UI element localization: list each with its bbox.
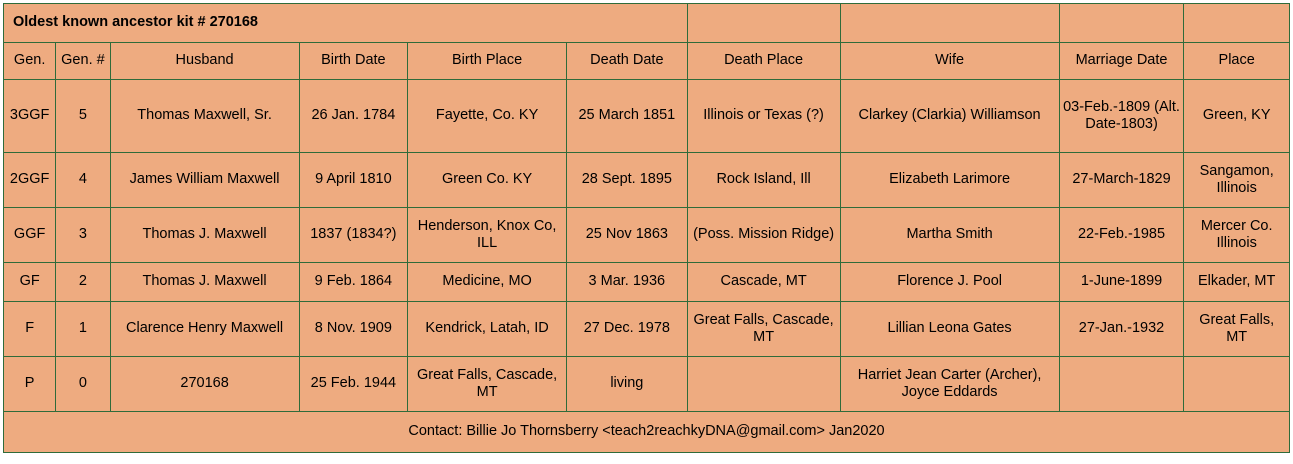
cell-marriage-date: 22-Feb.-1985	[1059, 208, 1184, 263]
cell-death-date: living	[567, 357, 688, 412]
cell-wife: Harriet Jean Carter (Archer), Joyce Eddards	[840, 357, 1059, 412]
cell-gen-num: 2	[56, 263, 110, 302]
cell-birth-date: 9 Feb. 1864	[299, 263, 408, 302]
table-row	[4, 263, 1290, 302]
cell-husband: Thomas J. Maxwell	[110, 208, 299, 263]
cell-husband: Clarence Henry Maxwell	[110, 302, 299, 357]
ancestor-table	[3, 3, 1290, 453]
cell-death-place	[687, 357, 840, 412]
empty-cell	[687, 4, 840, 43]
table-title-row	[4, 4, 1290, 43]
page-title: Oldest known ancestor kit # 270168	[4, 4, 688, 43]
cell-death-place: Rock Island, Ill	[687, 153, 840, 208]
cell-marriage-date: 27-Jan.-1932	[1059, 302, 1184, 357]
cell-place: Mercer Co. Illinois	[1184, 208, 1290, 263]
cell-husband: Thomas Maxwell, Sr.	[110, 80, 299, 153]
column-header-death-place: Death Place	[687, 43, 840, 80]
cell-marriage-date: 03-Feb.-1809 (Alt. Date-1803)	[1059, 80, 1184, 153]
cell-birth-place: Great Falls, Cascade, MT	[408, 357, 567, 412]
empty-cell	[1184, 4, 1290, 43]
cell-gen-num: 4	[56, 153, 110, 208]
table-row	[4, 208, 1290, 263]
cell-death-place: Great Falls, Cascade, MT	[687, 302, 840, 357]
contact-row	[4, 412, 1290, 453]
column-header-gen: Gen.	[4, 43, 56, 80]
table-row	[4, 153, 1290, 208]
cell-wife: Florence J. Pool	[840, 263, 1059, 302]
cell-birth-place: Medicine, MO	[408, 263, 567, 302]
cell-birth-date: 9 April 1810	[299, 153, 408, 208]
cell-gen: GGF	[4, 208, 56, 263]
cell-gen: 3GGF	[4, 80, 56, 153]
cell-death-date: 25 March 1851	[567, 80, 688, 153]
column-header-marriage-date: Marriage Date	[1059, 43, 1184, 80]
column-header-death-date: Death Date	[567, 43, 688, 80]
cell-gen: 2GGF	[4, 153, 56, 208]
cell-place	[1184, 357, 1290, 412]
cell-gen: P	[4, 357, 56, 412]
cell-wife: Martha Smith	[840, 208, 1059, 263]
cell-place: Sangamon, Illinois	[1184, 153, 1290, 208]
cell-gen-num: 0	[56, 357, 110, 412]
cell-birth-date: 1837 (1834?)	[299, 208, 408, 263]
cell-gen-num: 3	[56, 208, 110, 263]
cell-birth-place: Henderson, Knox Co, ILL	[408, 208, 567, 263]
empty-cell	[1059, 4, 1184, 43]
table-header-row	[4, 43, 1290, 80]
column-header-husband: Husband	[110, 43, 299, 80]
table-row	[4, 302, 1290, 357]
cell-death-date: 25 Nov 1863	[567, 208, 688, 263]
cell-marriage-date: 1-June-1899	[1059, 263, 1184, 302]
cell-wife: Elizabeth Larimore	[840, 153, 1059, 208]
cell-death-place: Illinois or Texas (?)	[687, 80, 840, 153]
cell-gen-num: 5	[56, 80, 110, 153]
cell-birth-place: Green Co. KY	[408, 153, 567, 208]
cell-place: Great Falls, MT	[1184, 302, 1290, 357]
cell-wife: Lillian Leona Gates	[840, 302, 1059, 357]
cell-gen: F	[4, 302, 56, 357]
column-header-place: Place	[1184, 43, 1290, 80]
cell-death-date: 28 Sept. 1895	[567, 153, 688, 208]
cell-marriage-date: 27-March-1829	[1059, 153, 1184, 208]
spreadsheet-sheet	[0, 3, 1293, 464]
cell-gen: GF	[4, 263, 56, 302]
cell-marriage-date	[1059, 357, 1184, 412]
column-header-birth-place: Birth Place	[408, 43, 567, 80]
column-header-birth-date: Birth Date	[299, 43, 408, 80]
empty-cell	[840, 4, 1059, 43]
cell-birth-date: 26 Jan. 1784	[299, 80, 408, 153]
cell-death-date: 27 Dec. 1978	[567, 302, 688, 357]
column-header-wife: Wife	[840, 43, 1059, 80]
table-row	[4, 357, 1290, 412]
cell-place: Elkader, MT	[1184, 263, 1290, 302]
cell-birth-place: Kendrick, Latah, ID	[408, 302, 567, 357]
column-header-gen-num: Gen. #	[56, 43, 110, 80]
cell-birth-date: 8 Nov. 1909	[299, 302, 408, 357]
cell-gen-num: 1	[56, 302, 110, 357]
cell-husband: 270168	[110, 357, 299, 412]
cell-wife: Clarkey (Clarkia) Williamson	[840, 80, 1059, 153]
table-row	[4, 80, 1290, 153]
cell-death-place: (Poss. Mission Ridge)	[687, 208, 840, 263]
cell-death-date: 3 Mar. 1936	[567, 263, 688, 302]
cell-birth-place: Fayette, Co. KY	[408, 80, 567, 153]
cell-birth-date: 25 Feb. 1944	[299, 357, 408, 412]
cell-place: Green, KY	[1184, 80, 1290, 153]
cell-husband: Thomas J. Maxwell	[110, 263, 299, 302]
contact-text: Contact: Billie Jo Thornsberry <teach2reachkyDNA@gmail.com> Jan2020	[4, 412, 1290, 453]
cell-husband: James William Maxwell	[110, 153, 299, 208]
cell-death-place: Cascade, MT	[687, 263, 840, 302]
